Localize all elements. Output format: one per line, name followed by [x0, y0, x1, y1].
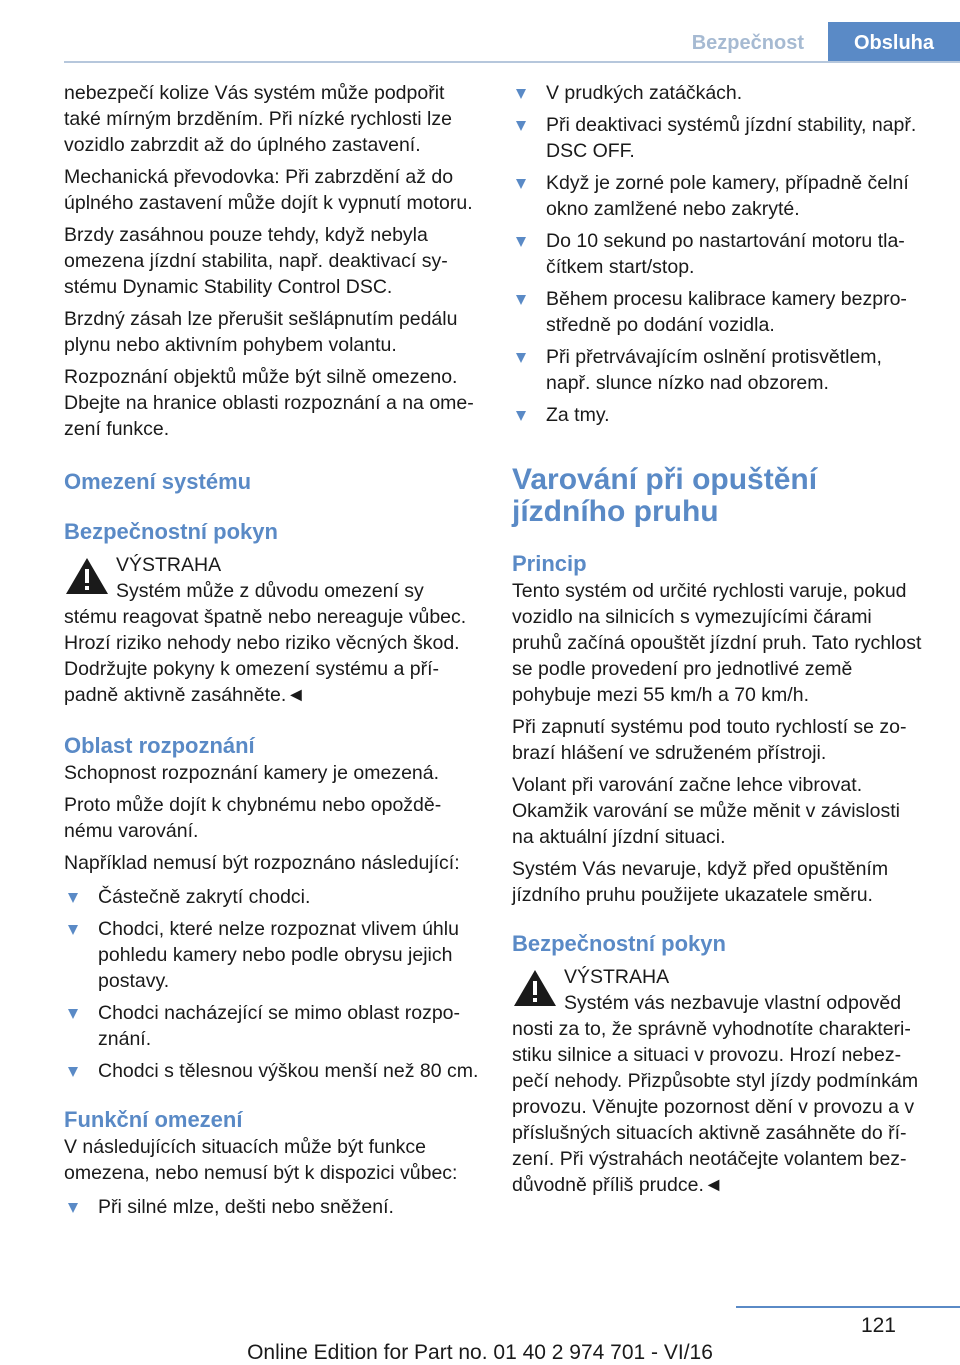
warning-text-first: Systém vás nezbavuje vlastní odpověd [564, 992, 902, 1014]
paragraph: Rozpoznání objektů může být silně omezeno. Dbejte na hranice oblasti rozpoznání a na omezení funkce. [64, 366, 474, 440]
bullet-triangle-icon [68, 1009, 78, 1019]
paragraph: Volant při varování začne lehce vibrovat. Okamžik varování se může měnit v závislosti na aktuální jízdní situaci. [512, 774, 900, 848]
warning-triangle-icon [64, 556, 110, 596]
edition-footer: Online Edition for Part no. 01 40 2 974 701 - VI/16 [247, 1341, 713, 1364]
paragraph: V následujících situacích může být funkce omezena, nebo nemusí být k dispozici vůbec: [64, 1136, 458, 1184]
paragraph: Brzdy zasáhnou pouze tehdy, když nebyla omezena jízdní stabilita, např. deaktivací systému Dynamic Stability Control DSC. [64, 224, 448, 298]
heading-oblast-rozpoznani: Oblast rozpoznání [64, 733, 255, 758]
heading-omezeni-systemu: Omezení systému [64, 469, 252, 494]
list-item: Při deaktivaci systémů jízdní stability, např. DSC OFF. [512, 112, 927, 164]
list-item: Při silné mlze, dešti nebo sněžení. [64, 1194, 479, 1220]
bullet-triangle-icon [68, 1067, 78, 1077]
list-funkcni-continued [512, 80, 927, 428]
list-item: Během procesu kalibrace kamery bezprostředně po dodání vozidla. [512, 286, 927, 338]
tab-bezpecnost[interactable]: Bezpečnost [691, 32, 804, 54]
heading-bezpecnostni-pokyn: Bezpečnostní pokyn [64, 519, 278, 544]
list-item: Za tmy. [512, 402, 927, 428]
bullet-triangle-icon [68, 1203, 78, 1213]
paragraph: Proto může dojít k chybnému nebo opožděnému varování. [64, 794, 442, 842]
left-column [64, 80, 479, 1226]
warning-triangle-icon [512, 968, 558, 1008]
bullet-triangle-icon [516, 411, 526, 421]
warning-block [64, 552, 479, 708]
warning-text-first: Systém může z důvodu omezení sy [116, 580, 424, 602]
list-item: Chodci nacházející se mimo oblast rozpoznání. [64, 1000, 479, 1052]
paragraph: Mechanická převodovka: Při zabrzdění až do úplného zastavení může dojít k vypnutí motoru. [64, 166, 473, 214]
bullet-triangle-icon [516, 179, 526, 189]
list-item: Do 10 sekund po nastartování motoru tlačítkem start/stop. [512, 228, 927, 280]
list-item: Chodci, které nelze rozpoznat vlivem úhlu pohledu kamery nebo podle obrysu jejich postavy. [64, 916, 479, 994]
bullet-triangle-icon [68, 925, 78, 935]
paragraph: Například nemusí být rozpoznáno následující: [64, 852, 460, 874]
warning-label: VÝSTRAHA [564, 966, 670, 988]
paragraph: Tento systém od určité rychlosti varuje, pokud vozidlo na silnicích s vymezujícími čárami pruhů začíná opouštět jízdní pruh. Tato rychlost se podle provedení pro jednotlivé země pohybuje mezi 55 km/h a 70 km/h. [512, 580, 922, 706]
section-title-line1: Varování při opuštění [512, 463, 818, 496]
list-oblast [64, 884, 479, 1084]
bullet-triangle-icon [68, 893, 78, 903]
header-divider [64, 61, 960, 63]
bullet-triangle-icon [516, 89, 526, 99]
heading-bezpecnostni-pokyn: Bezpečnostní pokyn [512, 931, 726, 956]
paragraph: Systém Vás nevaruje, když před opuštěním jízdního pruhu použijete ukazatele směru. [512, 858, 889, 906]
warning-text: stému reagovat špatně nebo nereaguje vůbec. Hrozí riziko nehody nebo riziko věcných škod. Dodržujte pokyny k omezení systému a případně aktivně zasáhněte.◄ [64, 606, 467, 706]
list-item: Když je zorné pole kamery, případně čelní okno zamlžené nebo zakryté. [512, 170, 927, 222]
section-title-line2: jízdního pruhu [512, 495, 719, 528]
bullet-triangle-icon [516, 353, 526, 363]
paragraph: nebezpečí kolize Vás systém může podpořit také mírným brzděním. Při nízké rychlosti lze vozidlo zabrzdit až do úplného zastavení. [64, 82, 452, 156]
paragraph: Brzdný zásah lze přerušit sešlápnutím pedálu plynu nebo aktivním pohybem volantu. [64, 308, 458, 356]
list-item: Chodci s tělesnou výškou menší než 80 cm. [64, 1058, 479, 1084]
footer-divider [736, 1306, 960, 1308]
warning-block [512, 964, 927, 1198]
tab-obsluha[interactable]: Obsluha [828, 22, 960, 62]
paragraph: Při zapnutí systému pod touto rychlostí se zobrazí hlášení ve sdruženém přístroji. [512, 716, 907, 764]
bullet-triangle-icon [516, 295, 526, 305]
header-tabs [668, 22, 960, 62]
paragraph: Schopnost rozpoznání kamery je omezená. [64, 762, 440, 784]
warning-label: VÝSTRAHA [116, 554, 222, 576]
warning-text: nosti za to, že správně vyhodnotíte charakteristiku silnice a situaci v provozu. Hrozí nebezpečí nehody. Přizpůsobte styl jízdy podmínkám provozu. Věnujte pozornost dění v provozu a v příslušných situacích aktivně zasáhněte do řízení. Při výstrahách neotáčejte volantem bezdůvodně příliš prudce.◄ [512, 1018, 919, 1196]
list-item: Při přetrvávajícím oslnění protisvětlem, např. slunce nízko nad obzorem. [512, 344, 927, 396]
page-number: 121 [860, 1314, 896, 1337]
bullet-triangle-icon [516, 121, 526, 131]
list-item: V prudkých zatáčkách. [512, 80, 927, 106]
list-funkcni [64, 1194, 479, 1220]
bullet-triangle-icon [516, 237, 526, 247]
heading-princip: Princip [512, 551, 587, 576]
right-column [512, 80, 927, 1204]
list-item: Částečně zakrytí chodci. [64, 884, 479, 910]
heading-funkcni-omezeni: Funkční omezení [64, 1107, 243, 1132]
